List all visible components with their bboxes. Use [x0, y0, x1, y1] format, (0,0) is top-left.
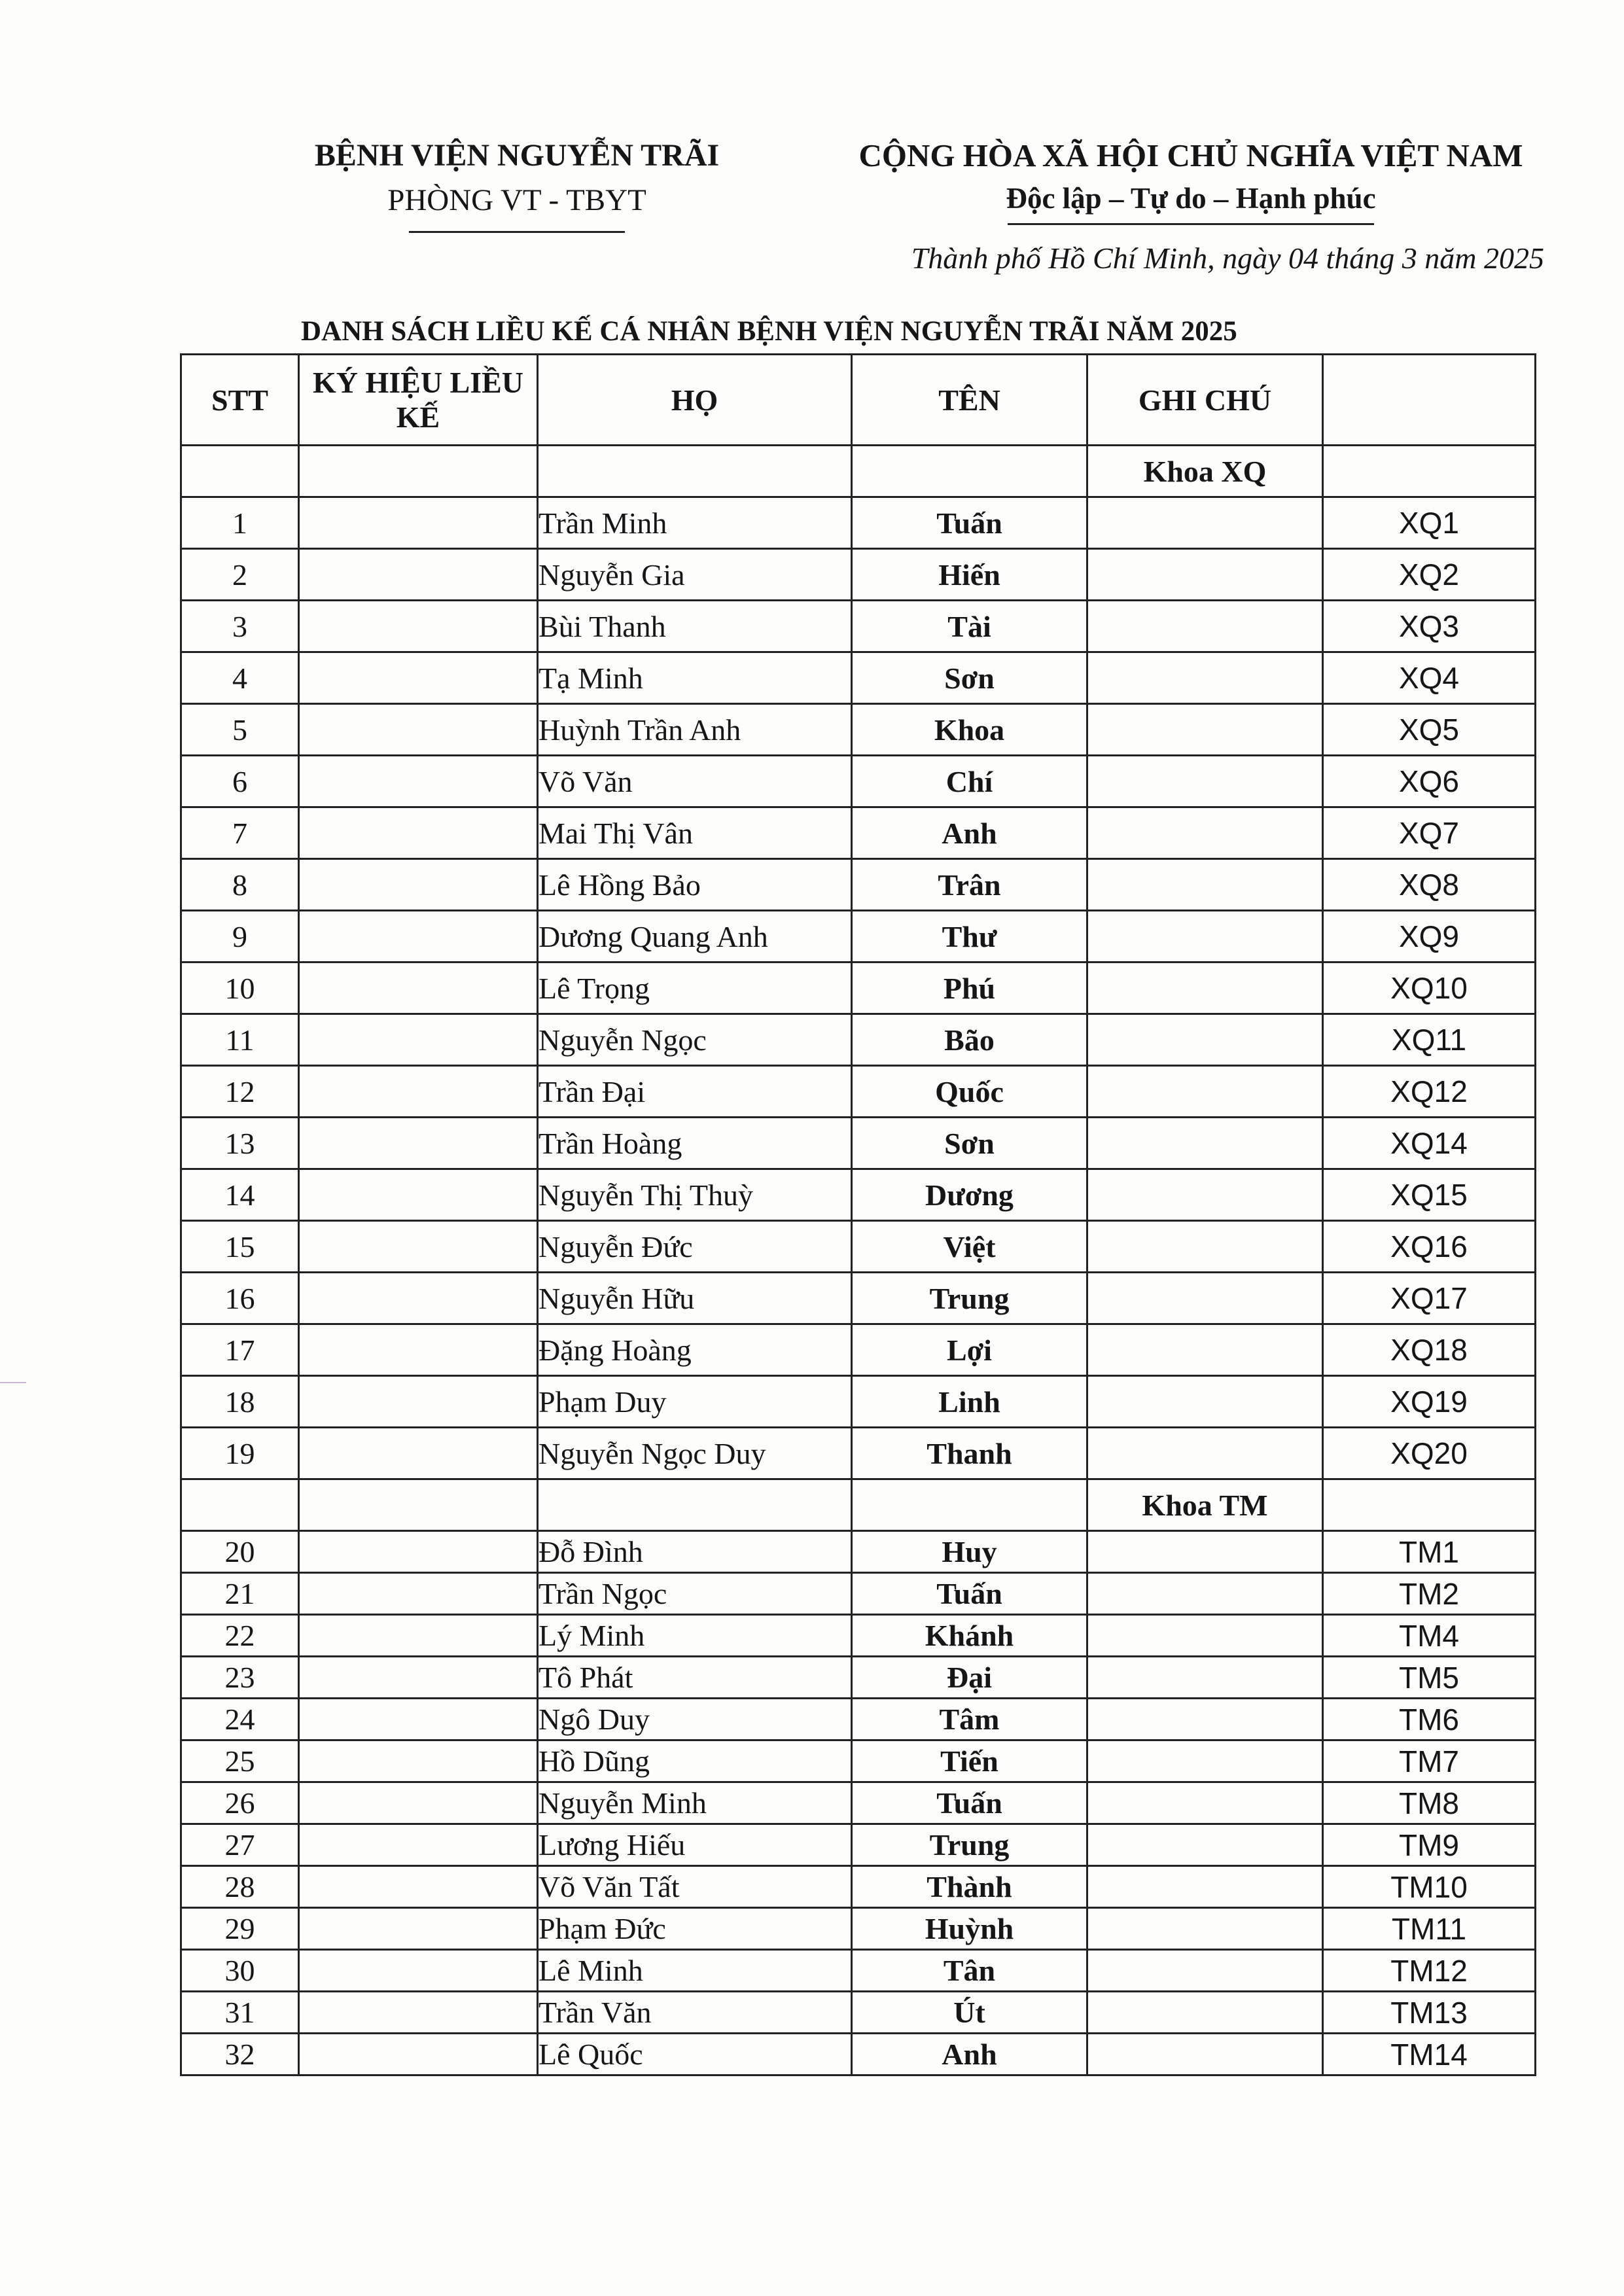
given-name-cell: Sơn	[852, 652, 1087, 704]
given-name-cell: Thanh	[852, 1428, 1087, 1479]
table-row	[181, 1615, 1536, 1657]
note-cell	[1087, 1273, 1323, 1324]
dosimeter-code-cell	[299, 1324, 538, 1376]
stt-cell: 14	[181, 1169, 299, 1221]
note-cell	[1087, 1950, 1323, 1992]
dosimeter-tag-cell: XQ17	[1323, 1273, 1536, 1324]
column-header-ho: HỌ	[538, 355, 852, 446]
note-cell	[1087, 1428, 1323, 1479]
dosimeter-tag-cell: TM6	[1323, 1699, 1536, 1740]
department-row	[181, 1479, 1536, 1531]
scan-mark	[0, 1382, 26, 1383]
empty-cell	[852, 446, 1087, 497]
surname-cell: Đặng Hoàng	[538, 1324, 852, 1376]
stt-cell: 32	[181, 2034, 299, 2075]
surname-cell: Lê Quốc	[538, 2034, 852, 2075]
empty-cell	[1323, 1479, 1536, 1531]
table-row	[181, 497, 1536, 549]
dosimeter-tag-cell: TM13	[1323, 1992, 1536, 2034]
dosimeter-table	[180, 353, 1536, 2076]
dosimeter-code-cell	[299, 1824, 538, 1866]
surname-cell: Trần Văn	[538, 1992, 852, 2034]
dosimeter-code-cell	[299, 1169, 538, 1221]
surname-cell: Võ Văn	[538, 756, 852, 807]
table-row	[181, 963, 1536, 1014]
stt-cell: 6	[181, 756, 299, 807]
given-name-cell: Bão	[852, 1014, 1087, 1066]
table-row	[181, 1014, 1536, 1066]
surname-cell: Trần Minh	[538, 497, 852, 549]
table-row	[181, 1657, 1536, 1699]
dosimeter-code-cell	[299, 1376, 538, 1428]
given-name-cell: Sơn	[852, 1118, 1087, 1169]
given-name-cell: Linh	[852, 1376, 1087, 1428]
department-name-cell: Khoa TM	[1087, 1479, 1323, 1531]
stt-cell: 8	[181, 859, 299, 911]
dosimeter-tag-cell: TM2	[1323, 1573, 1536, 1615]
stt-cell: 30	[181, 1950, 299, 1992]
given-name-cell: Anh	[852, 807, 1087, 859]
surname-cell: Lê Trọng	[538, 963, 852, 1014]
note-cell	[1087, 497, 1323, 549]
given-name-cell: Việt	[852, 1221, 1087, 1273]
surname-cell: Tô Phát	[538, 1657, 852, 1699]
table-row	[181, 1066, 1536, 1118]
dosimeter-tag-cell: TM1	[1323, 1531, 1536, 1573]
stt-cell: 28	[181, 1866, 299, 1908]
surname-cell: Lý Minh	[538, 1615, 852, 1657]
dosimeter-tag-cell: TM5	[1323, 1657, 1536, 1699]
table-row	[181, 1699, 1536, 1740]
given-name-cell: Trung	[852, 1824, 1087, 1866]
column-header-blank	[1323, 355, 1536, 446]
dosimeter-tag-cell: XQ10	[1323, 963, 1536, 1014]
given-name-cell: Khánh	[852, 1615, 1087, 1657]
note-cell	[1087, 859, 1323, 911]
surname-cell: Nguyễn Ngọc	[538, 1014, 852, 1066]
dosimeter-tag-cell: TM11	[1323, 1908, 1536, 1950]
hospital-name: BỆNH VIỆN NGUYỄN TRÃI	[314, 138, 720, 173]
stt-cell: 23	[181, 1657, 299, 1699]
note-cell	[1087, 911, 1323, 963]
given-name-cell: Lợi	[852, 1324, 1087, 1376]
dosimeter-code-cell	[299, 1908, 538, 1950]
dosimeter-tag-cell: XQ5	[1323, 704, 1536, 756]
dosimeter-code-cell	[299, 1221, 538, 1273]
note-cell	[1087, 1221, 1323, 1273]
given-name-cell: Thành	[852, 1866, 1087, 1908]
note-cell	[1087, 1782, 1323, 1824]
surname-cell: Phạm Đức	[538, 1908, 852, 1950]
table-row	[181, 601, 1536, 652]
table-body	[181, 446, 1536, 2075]
note-cell	[1087, 1615, 1323, 1657]
given-name-cell: Thư	[852, 911, 1087, 963]
dosimeter-code-cell	[299, 1782, 538, 1824]
table-row	[181, 2034, 1536, 2075]
note-cell	[1087, 1908, 1323, 1950]
table-row	[181, 1573, 1536, 1615]
note-cell	[1087, 1657, 1323, 1699]
table-row	[181, 652, 1536, 704]
note-cell	[1087, 1324, 1323, 1376]
surname-cell: Nguyễn Minh	[538, 1782, 852, 1824]
surname-cell: Trần Ngọc	[538, 1573, 852, 1615]
note-cell	[1087, 807, 1323, 859]
surname-cell: Lê Minh	[538, 1950, 852, 1992]
table-row	[181, 549, 1536, 601]
dosimeter-code-cell	[299, 859, 538, 911]
column-header-stt: STT	[181, 355, 299, 446]
table-row	[181, 1531, 1536, 1573]
surname-cell: Dương Quang Anh	[538, 911, 852, 963]
table-row	[181, 859, 1536, 911]
table-row	[181, 1908, 1536, 1950]
dosimeter-code-cell	[299, 756, 538, 807]
dosimeter-code-cell	[299, 652, 538, 704]
table-row	[181, 1324, 1536, 1376]
table-row	[181, 1824, 1536, 1866]
note-cell	[1087, 756, 1323, 807]
stt-cell: 21	[181, 1573, 299, 1615]
empty-cell	[538, 446, 852, 497]
dosimeter-tag-cell: XQ6	[1323, 756, 1536, 807]
header-left	[262, 134, 772, 233]
stt-cell: 5	[181, 704, 299, 756]
document-title: DANH SÁCH LIỀU KẾ CÁ NHÂN BỆNH VIỆN NGUYỄN TRÃI NĂM 2025	[301, 316, 1237, 347]
dosimeter-tag-cell: XQ14	[1323, 1118, 1536, 1169]
stt-cell: 27	[181, 1824, 299, 1866]
department-name: PHÒNG VT - TBYT	[387, 183, 646, 217]
note-cell	[1087, 704, 1323, 756]
surname-cell: Trần Hoàng	[538, 1118, 852, 1169]
national-title: CỘNG HÒA XÃ HỘI CHỦ NGHĨA VIỆT NAM	[858, 137, 1523, 173]
given-name-cell: Phú	[852, 963, 1087, 1014]
stt-cell: 18	[181, 1376, 299, 1428]
stt-cell: 19	[181, 1428, 299, 1479]
empty-cell	[1323, 446, 1536, 497]
given-name-cell: Đại	[852, 1657, 1087, 1699]
given-name-cell: Khoa	[852, 704, 1087, 756]
dosimeter-tag-cell: XQ11	[1323, 1014, 1536, 1066]
surname-cell: Nguyễn Thị Thuỳ	[538, 1169, 852, 1221]
note-cell	[1087, 1531, 1323, 1573]
table-row	[181, 1376, 1536, 1428]
table-row	[181, 807, 1536, 859]
dosimeter-code-cell	[299, 1866, 538, 1908]
place-date: Thành phố Hồ Chí Minh, ngày 04 tháng 3 năm 2025	[911, 241, 1544, 275]
table-header-row	[181, 355, 1536, 446]
given-name-cell: Anh	[852, 2034, 1087, 2075]
dosimeter-tag-cell: XQ8	[1323, 859, 1536, 911]
dosimeter-tag-cell: XQ9	[1323, 911, 1536, 963]
dosimeter-code-cell	[299, 1118, 538, 1169]
note-cell	[1087, 1740, 1323, 1782]
dosimeter-tag-cell: TM14	[1323, 2034, 1536, 2075]
dosimeter-code-cell	[299, 1950, 538, 1992]
dosimeter-code-cell	[299, 963, 538, 1014]
given-name-cell: Tuấn	[852, 1573, 1087, 1615]
note-cell	[1087, 549, 1323, 601]
stt-cell: 31	[181, 1992, 299, 2034]
given-name-cell: Tân	[852, 1950, 1087, 1992]
given-name-cell: Tuấn	[852, 497, 1087, 549]
given-name-cell: Huỳnh	[852, 1908, 1087, 1950]
surname-cell: Bùi Thanh	[538, 601, 852, 652]
national-motto: Độc lập – Tự do – Hạnh phúc	[1006, 182, 1376, 215]
given-name-cell: Trân	[852, 859, 1087, 911]
department-name-cell: Khoa XQ	[1087, 446, 1323, 497]
dosimeter-code-cell	[299, 1428, 538, 1479]
dosimeter-code-cell	[299, 1531, 538, 1573]
dosimeter-tag-cell: TM10	[1323, 1866, 1536, 1908]
dosimeter-code-cell	[299, 1273, 538, 1324]
note-cell	[1087, 1866, 1323, 1908]
dosimeter-code-cell	[299, 1615, 538, 1657]
dosimeter-code-cell	[299, 1699, 538, 1740]
surname-cell: Ngô Duy	[538, 1699, 852, 1740]
note-cell	[1087, 1699, 1323, 1740]
note-cell	[1087, 652, 1323, 704]
empty-cell	[538, 1479, 852, 1531]
surname-cell: Hồ Dũng	[538, 1740, 852, 1782]
dosimeter-code-cell	[299, 1066, 538, 1118]
header-right-underline	[1008, 223, 1374, 225]
dosimeter-tag-cell: XQ15	[1323, 1169, 1536, 1221]
surname-cell: Nguyễn Gia	[538, 549, 852, 601]
dosimeter-tag-cell: XQ3	[1323, 601, 1536, 652]
table-row	[181, 756, 1536, 807]
column-header-ten: TÊN	[852, 355, 1087, 446]
empty-cell	[299, 446, 538, 497]
surname-cell: Huỳnh Trần Anh	[538, 704, 852, 756]
note-cell	[1087, 1169, 1323, 1221]
dosimeter-tag-cell: TM4	[1323, 1615, 1536, 1657]
given-name-cell: Hiến	[852, 549, 1087, 601]
table-row	[181, 1221, 1536, 1273]
table-row	[181, 1169, 1536, 1221]
stt-cell: 7	[181, 807, 299, 859]
note-cell	[1087, 1118, 1323, 1169]
dosimeter-tag-cell: XQ7	[1323, 807, 1536, 859]
stt-cell: 12	[181, 1066, 299, 1118]
note-cell	[1087, 1824, 1323, 1866]
dosimeter-tag-cell: XQ2	[1323, 549, 1536, 601]
column-header-note: GHI CHÚ	[1087, 355, 1323, 446]
dosimeter-code-cell	[299, 1573, 538, 1615]
stt-cell: 3	[181, 601, 299, 652]
department-row	[181, 446, 1536, 497]
column-header-code: KÝ HIỆU LIỀU KẾ	[299, 355, 538, 446]
empty-cell	[852, 1479, 1087, 1531]
dosimeter-code-cell	[299, 1657, 538, 1699]
empty-cell	[181, 1479, 299, 1531]
stt-cell: 25	[181, 1740, 299, 1782]
table-row	[181, 1782, 1536, 1824]
stt-cell: 26	[181, 1782, 299, 1824]
table-row	[181, 1866, 1536, 1908]
empty-cell	[299, 1479, 538, 1531]
note-cell	[1087, 601, 1323, 652]
empty-cell	[181, 446, 299, 497]
dosimeter-code-cell	[299, 549, 538, 601]
note-cell	[1087, 1014, 1323, 1066]
dosimeter-code-cell	[299, 807, 538, 859]
header-right	[824, 134, 1557, 225]
stt-cell: 13	[181, 1118, 299, 1169]
dosimeter-code-cell	[299, 2034, 538, 2075]
surname-cell: Nguyễn Đức	[538, 1221, 852, 1273]
dosimeter-code-cell	[299, 1992, 538, 2034]
table-row	[181, 1428, 1536, 1479]
table-row	[181, 911, 1536, 963]
dosimeter-tag-cell: XQ1	[1323, 497, 1536, 549]
dosimeter-tag-cell: XQ16	[1323, 1221, 1536, 1273]
surname-cell: Nguyễn Ngọc Duy	[538, 1428, 852, 1479]
dosimeter-tag-cell: XQ19	[1323, 1376, 1536, 1428]
dosimeter-tag-cell: TM12	[1323, 1950, 1536, 1992]
stt-cell: 29	[181, 1908, 299, 1950]
dosimeter-code-cell	[299, 1740, 538, 1782]
stt-cell: 2	[181, 549, 299, 601]
stt-cell: 11	[181, 1014, 299, 1066]
surname-cell: Mai Thị Vân	[538, 807, 852, 859]
given-name-cell: Quốc	[852, 1066, 1087, 1118]
dosimeter-tag-cell: XQ4	[1323, 652, 1536, 704]
given-name-cell: Tuấn	[852, 1782, 1087, 1824]
given-name-cell: Trung	[852, 1273, 1087, 1324]
stt-cell: 22	[181, 1615, 299, 1657]
surname-cell: Lương Hiếu	[538, 1824, 852, 1866]
dosimeter-tag-cell: XQ18	[1323, 1324, 1536, 1376]
note-cell	[1087, 1376, 1323, 1428]
note-cell	[1087, 2034, 1323, 2075]
dosimeter-tag-cell: XQ20	[1323, 1428, 1536, 1479]
stt-cell: 4	[181, 652, 299, 704]
table-row	[181, 1950, 1536, 1992]
stt-cell: 20	[181, 1531, 299, 1573]
given-name-cell: Dương	[852, 1169, 1087, 1221]
surname-cell: Võ Văn Tất	[538, 1866, 852, 1908]
given-name-cell: Tài	[852, 601, 1087, 652]
surname-cell: Nguyễn Hữu	[538, 1273, 852, 1324]
table-row	[181, 1740, 1536, 1782]
header-left-underline	[409, 231, 625, 233]
dosimeter-code-cell	[299, 601, 538, 652]
dosimeter-tag-cell: XQ12	[1323, 1066, 1536, 1118]
surname-cell: Trần Đại	[538, 1066, 852, 1118]
given-name-cell: Út	[852, 1992, 1087, 2034]
surname-cell: Lê Hồng Bảo	[538, 859, 852, 911]
stt-cell: 1	[181, 497, 299, 549]
given-name-cell: Tâm	[852, 1699, 1087, 1740]
dosimeter-code-cell	[299, 911, 538, 963]
dosimeter-tag-cell: TM8	[1323, 1782, 1536, 1824]
stt-cell: 17	[181, 1324, 299, 1376]
given-name-cell: Chí	[852, 756, 1087, 807]
stt-cell: 9	[181, 911, 299, 963]
note-cell	[1087, 1992, 1323, 2034]
given-name-cell: Tiến	[852, 1740, 1087, 1782]
stt-cell: 10	[181, 963, 299, 1014]
note-cell	[1087, 1573, 1323, 1615]
table-row	[181, 704, 1536, 756]
surname-cell: Đỗ Đình	[538, 1531, 852, 1573]
table-row	[181, 1992, 1536, 2034]
surname-cell: Phạm Duy	[538, 1376, 852, 1428]
dosimeter-tag-cell: TM7	[1323, 1740, 1536, 1782]
note-cell	[1087, 963, 1323, 1014]
table-row	[181, 1273, 1536, 1324]
dosimeter-code-cell	[299, 704, 538, 756]
stt-cell: 24	[181, 1699, 299, 1740]
dosimeter-code-cell	[299, 1014, 538, 1066]
dosimeter-tag-cell: TM9	[1323, 1824, 1536, 1866]
given-name-cell: Huy	[852, 1531, 1087, 1573]
dosimeter-code-cell	[299, 497, 538, 549]
surname-cell: Tạ Minh	[538, 652, 852, 704]
note-cell	[1087, 1066, 1323, 1118]
stt-cell: 15	[181, 1221, 299, 1273]
table-row	[181, 1118, 1536, 1169]
stt-cell: 16	[181, 1273, 299, 1324]
